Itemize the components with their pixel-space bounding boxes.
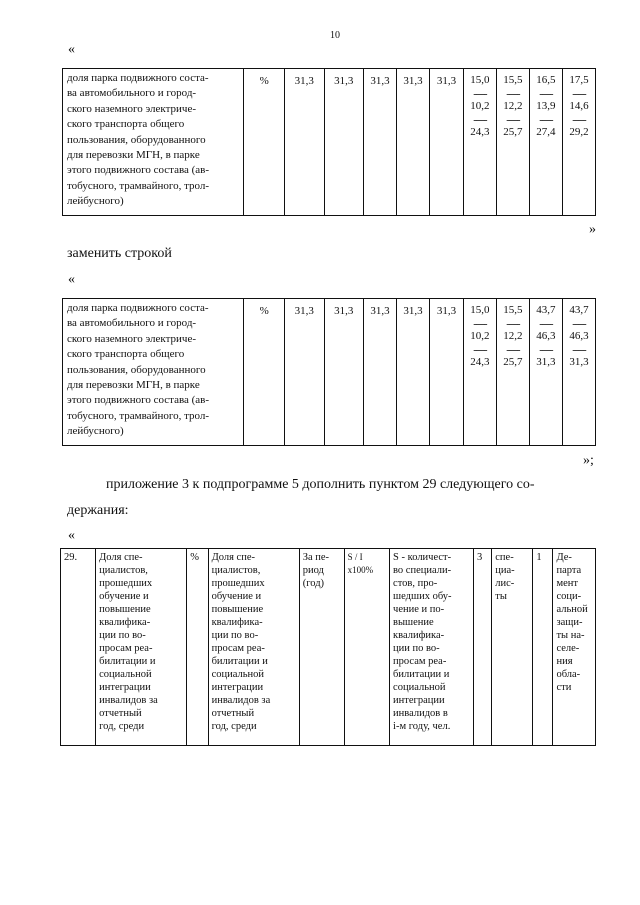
old-row-split: 17,5 ----- 14,6 ----- 29,2 bbox=[562, 69, 595, 216]
old-row-table bbox=[62, 68, 596, 216]
new-row-table bbox=[62, 298, 596, 446]
old-row-split: 15,0 ----- 10,2 ----- 24,3 bbox=[463, 69, 496, 216]
new-row-value: 31,3 bbox=[397, 299, 430, 446]
new-row-split: 43,7 ----- 46,3 ----- 31,3 bbox=[529, 299, 562, 446]
old-row-value: 31,3 bbox=[324, 69, 363, 216]
old-row-split: 16,5 ----- 13,9 ----- 27,4 bbox=[529, 69, 562, 216]
old-row-value: 31,3 bbox=[430, 69, 464, 216]
item29-responsible: Де- парта мент соци- альной защи- ты на- селе- ния обла- сти bbox=[553, 549, 596, 746]
new-row-value: 31,3 bbox=[364, 299, 397, 446]
item29-source: спе- циа- лис- ты bbox=[492, 549, 533, 746]
appendix-text-line2: держания: bbox=[67, 503, 129, 518]
old-row-value: 31,3 bbox=[397, 69, 430, 216]
item29-definition: Доля спе- циалистов, прошедших обучение и повышение квалифика- ции по во- просам реа- билитации и социальной интеграции инвалидов за отчетный год, среди bbox=[208, 549, 299, 746]
item29-number: 29. bbox=[61, 549, 96, 746]
item29-variable: S - количест- во специали- стов, про- шедших обу- чение и по- вышение квалифика- ции по во- просам реа- билитации и социальной интеграции инвалидов в i-м году, чел. bbox=[390, 549, 474, 746]
new-row-value: 31,3 bbox=[285, 299, 324, 446]
open-quote-1: « bbox=[68, 42, 75, 57]
new-row-split: 15,5 ----- 12,2 ----- 25,7 bbox=[496, 299, 529, 446]
item29-table bbox=[60, 548, 596, 746]
appendix-text-line1: приложение 3 к подпрограмме 5 дополнить пунктом 29 следующего со- bbox=[106, 477, 535, 492]
new-row-label: доля парка подвижного соста- ва автомобильного и город- ского наземного электриче- ского транспорта общего пользования, оборудованного для перевозки МГН, в парке этого подвижного состава (ав- тобусного, трамвайного, трол- лейбусного) bbox=[63, 299, 244, 446]
item29-formula: S / I x100% bbox=[344, 549, 389, 746]
item29-period: За пе- риод (год) bbox=[299, 549, 344, 746]
new-row-split: 43,7 ----- 46,3 ----- 31,3 bbox=[562, 299, 595, 446]
old-row-unit: % bbox=[244, 69, 285, 216]
close-quote-2: »; bbox=[583, 453, 594, 468]
open-quote-2: « bbox=[68, 272, 75, 287]
close-quote-1: » bbox=[589, 222, 596, 237]
open-quote-3: « bbox=[68, 528, 75, 543]
page-number: 10 bbox=[330, 30, 340, 41]
new-row-value: 31,3 bbox=[430, 299, 464, 446]
old-row-value: 31,3 bbox=[364, 69, 397, 216]
old-row-split: 15,5 ----- 12,2 ----- 25,7 bbox=[496, 69, 529, 216]
new-row-split: 15,0 ----- 10,2 ----- 24,3 bbox=[463, 299, 496, 446]
item29-col1: 1 bbox=[533, 549, 553, 746]
new-row-unit: % bbox=[244, 299, 285, 446]
old-row-label: доля парка подвижного соста- ва автомобильного и город- ского наземного электриче- ского транспорта общего пользования, оборудованного для перевозки МГН, в парке этого подвижного состава (ав- тобусного, трамвайного, трол- лейбусного) bbox=[63, 69, 244, 216]
replace-text: заменить строкой bbox=[67, 246, 172, 261]
item29-name: Доля спе- циалистов, прошедших обучение и повышение квалифика- ции по во- просам реа- билитации и социальной интеграции инвалидов за отчетный год, среди bbox=[96, 549, 187, 746]
old-row-value: 31,3 bbox=[285, 69, 324, 216]
item29-col3: 3 bbox=[474, 549, 492, 746]
item29-unit: % bbox=[187, 549, 208, 746]
new-row-value: 31,3 bbox=[324, 299, 363, 446]
